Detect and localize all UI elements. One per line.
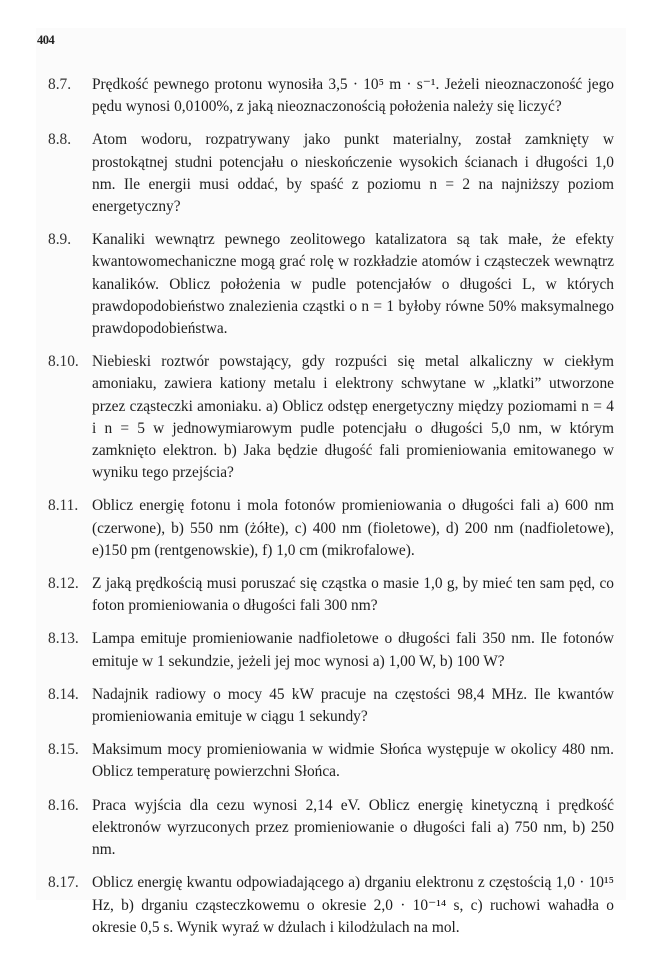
problem-text: Oblicz energię kwantu odpowiadającego a) drganiu elektronu z częstością 1,0 · 10¹⁵ Hz, b) drganiu cząsteczkowemu o okresie 2,0 · 10⁻¹⁴ s, c) ruchowi wahadła o okresie 0,5 s. Wynik wyraź w dżulach i kilodżulach na mol. [92, 874, 614, 936]
problem-8-10 [48, 351, 614, 484]
problem-number: 8.17. [48, 874, 79, 892]
problem-text: Nadajnik radiowy o mocy 45 kW pracuje na częstości 98,4 MHz. Ile kwantów promieniowania emituje w ciągu 1 sekundy? [92, 685, 614, 726]
problem-8-7 [48, 74, 614, 118]
problem-text: Kanaliki wewnątrz pewnego zeolitowego katalizatora są tak małe, że efekty kwantowomechaniczne mogą grać rolę w rozkładzie atomów i cząsteczek wewnątrz kanalików. Oblicz położenia w pudle potencjałów o długości L, w których prawdopodobieństwo znalezienia cząstki o n = 1 byłoby równe 50% maksymalnego prawdopodobieństwa. [92, 231, 614, 338]
problem-number: 8.15. [48, 741, 79, 759]
problem-text: Maksimum mocy promieniowania w widmie Słońca występuje w okolicy 480 nm. Oblicz temperaturę powierzchni Słońca. [92, 741, 614, 781]
problem-number: 8.8. [48, 131, 72, 149]
problem-number: 8.14. [48, 685, 79, 703]
problem-number: 8.7. [48, 76, 72, 93]
problem-text: Prędkość pewnego protonu wynosiła 3,5 · 10⁵ m · s⁻¹. Jeżeli nieoznaczoność jego pędu wynosi 0,0100%, z jaką nieoznaczonością położenia należy się liczyć? [92, 76, 614, 116]
problem-number: 8.12. [48, 575, 79, 593]
problem-text: Oblicz energię fotonu i mola fotonów promieniowania o długości fali a) 600 nm (czerwone), b) 550 nm (żółte), c) 400 nm (fioletowe), d) 200 nm (nadfioletowe), e)150 pm (rentgenowskie), f) 1,0 cm (mikrofalowe). [92, 497, 614, 559]
problem-number: 8.11. [48, 497, 79, 515]
page-number: 404 [37, 33, 55, 47]
problem-8-12 [48, 573, 614, 617]
problem-text: Atom wodoru, rozpatrywany jako punkt materialny, został zamknięty w prostokątnej studni potencjału o nieskończenie wysokich ścianach i długości 1,0 nm. Ile energii musi oddać, by spaść z poziomu n = 2 na najniższy poziom energetyczny? [92, 131, 614, 216]
problem-number: 8.10. [48, 353, 79, 371]
problem-text: Lampa emituje promieniowanie nadfioletowe o długości fali 350 nm. Ile fotonów emituje w 1 sekundzie, jeżeli jej moc wynosi a) 1,00 W, b) 100 W? [92, 630, 614, 670]
problem-8-11 [48, 495, 614, 562]
problem-text: Praca wyjścia dla cezu wynosi 2,14 eV. Oblicz energię kinetyczną i prędkość elektronów wyrzuconych przez promieniowanie o długości fali a) 750 nm, b) 250 nm. [92, 796, 614, 859]
problem-number: 8.16. [48, 796, 79, 814]
problem-8-14 [48, 684, 614, 728]
problem-8-17 [48, 872, 614, 939]
problem-8-13 [48, 628, 614, 672]
problem-list [48, 74, 614, 939]
problem-8-15 [48, 739, 614, 783]
problem-text: Z jaką prędkością musi poruszać się cząstka o masie 1,0 g, by mieć ten sam pęd, co foton promieniowania o długości fali 300 nm? [92, 575, 614, 615]
problem-number: 8.13. [48, 630, 79, 648]
problem-8-16 [48, 795, 614, 862]
problem-number: 8.9. [48, 231, 72, 249]
problem-8-9 [48, 229, 614, 340]
problem-text: Niebieski roztwór powstający, gdy rozpuści się metal alkaliczny w ciekłym amoniaku, zawiera kationy metalu i elektrony schwytane w „klatki” utworzone przez cząsteczki amoniaku. a) Oblicz odstęp energetyczny między poziomami n = 4 i n = 5 w jednowymiarowym pudle potencjału o długości 5,0 nm, w którym zamknięto elektron. b) Jaka będzie długość fali promieniowania emitowanego w wyniku tego przejścia? [92, 353, 614, 482]
problem-8-8 [48, 129, 614, 218]
